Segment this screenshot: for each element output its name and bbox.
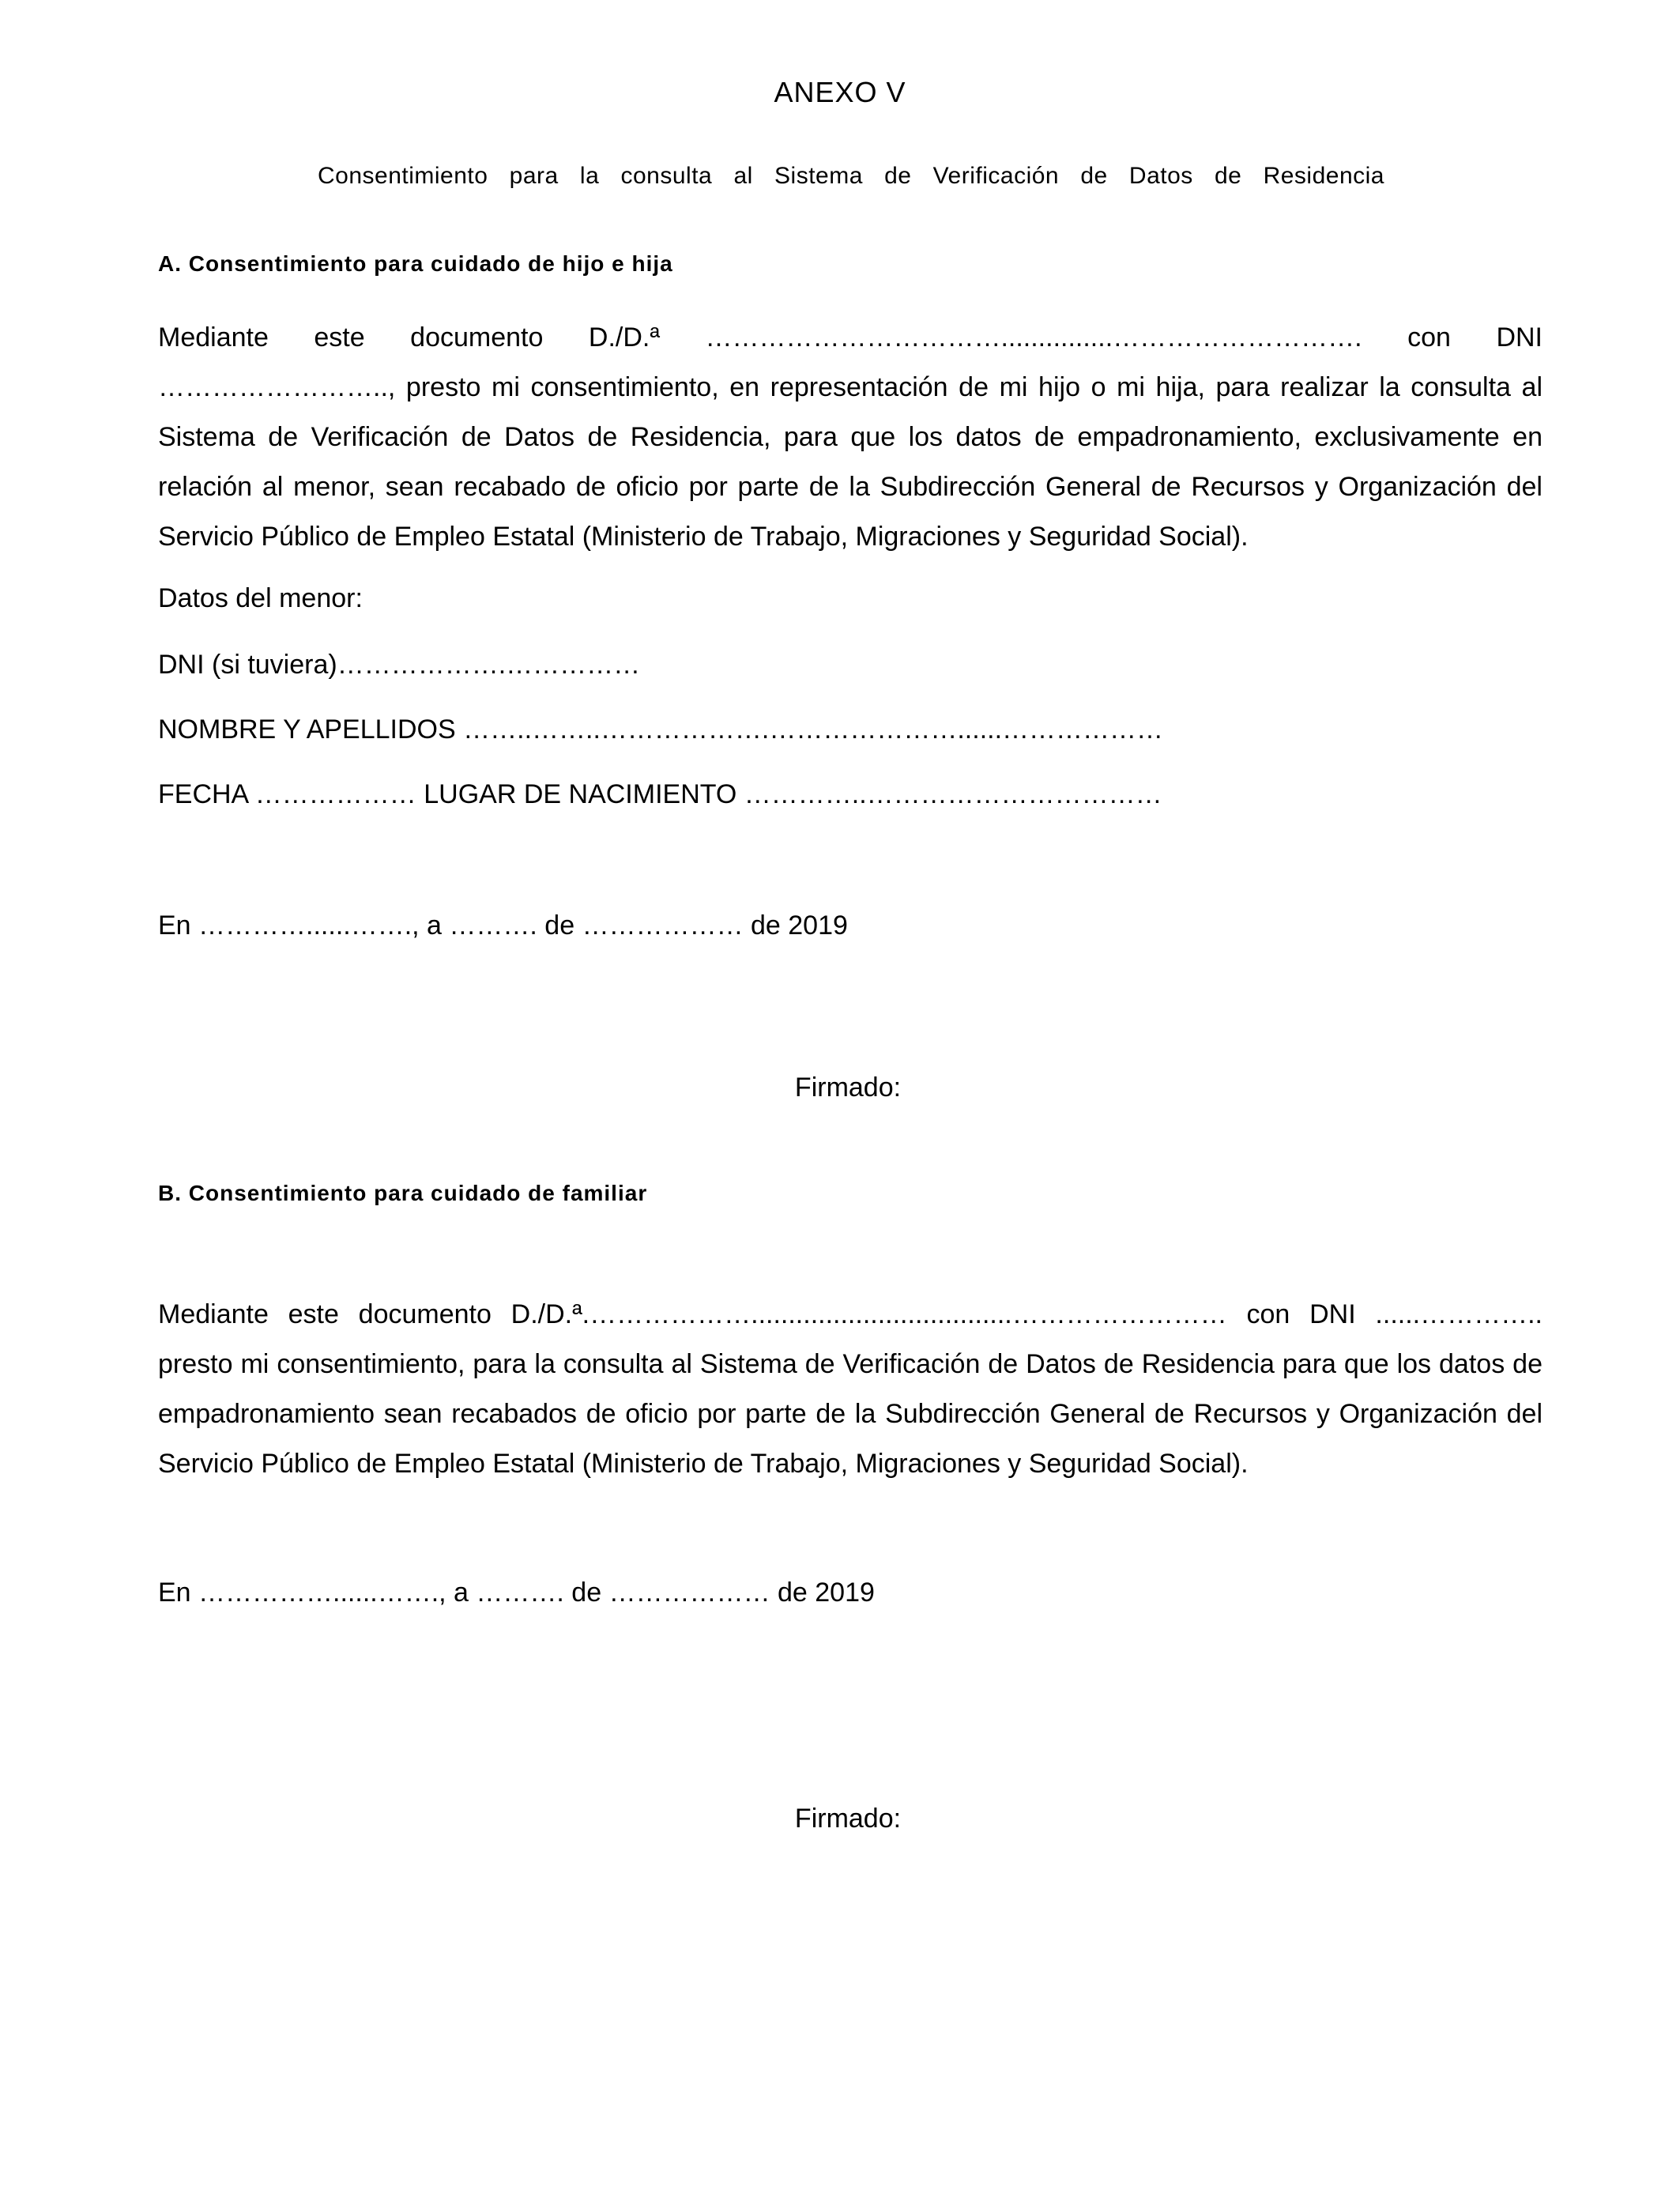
section-b-date-line: En ……………......……., a ………. de ……………… de 2019 bbox=[158, 1578, 875, 1608]
minor-dni-line: DNI (si tuviera)……………….…………… bbox=[158, 650, 641, 680]
section-b-signature-label: Firmado: bbox=[794, 1804, 902, 1834]
section-b-paragraph: Mediante este documento D./D.ª.………………...................................…………………… con DNI ......………….. presto mi consentimiento, para la consulta al Sistema de Verificación de Datos de Residencia para que los datos de empadronamiento sean recabados de oficio por parte de la Subdirección General de Recursos y Organización del Servicio Público de Empleo Estatal (Ministerio de Trabajo, Migraciones y Seguridad Social). bbox=[158, 1299, 1543, 1479]
section-a-signature-label: Firmado: bbox=[794, 1072, 902, 1103]
document-title: ANEXO V bbox=[774, 76, 906, 108]
minor-name-line: NOMBRE Y APELLIDOS ……..……..……………….…………………......……………… bbox=[158, 714, 1164, 745]
section-b-heading: B. Consentimiento para cuidado de familiar bbox=[158, 1181, 648, 1205]
section-a-heading: A. Consentimiento para cuidado de hijo e hija bbox=[158, 251, 673, 276]
section-a-paragraph: Mediante este documento D./D.ª ……………………………...............………………………. con DNI …………………….., presto mi consentimiento, en representación de mi hijo o mi hija, para realizar la consulta al Sistema de Verificación de Datos de Residencia, para que los datos de empadronamiento, exclusivamente en relación al menor, sean recabado de oficio por parte de la Subdirección General de Recursos y Organización del Servicio Público de Empleo Estatal (Ministerio de Trabajo, Migraciones y Seguridad Social). bbox=[158, 322, 1543, 552]
minor-date-place-line: FECHA ……………… LUGAR DE NACIMIENTO …………..…………………………… bbox=[158, 779, 1162, 809]
section-a-date-line: En …………......……., a ………. de ……………… de 2019 bbox=[158, 910, 848, 941]
document-subtitle: Consentimiento para la consulta al Sistema de Verificación de Datos de Residencia bbox=[318, 163, 1384, 189]
minor-data-label: Datos del menor: bbox=[158, 583, 363, 613]
